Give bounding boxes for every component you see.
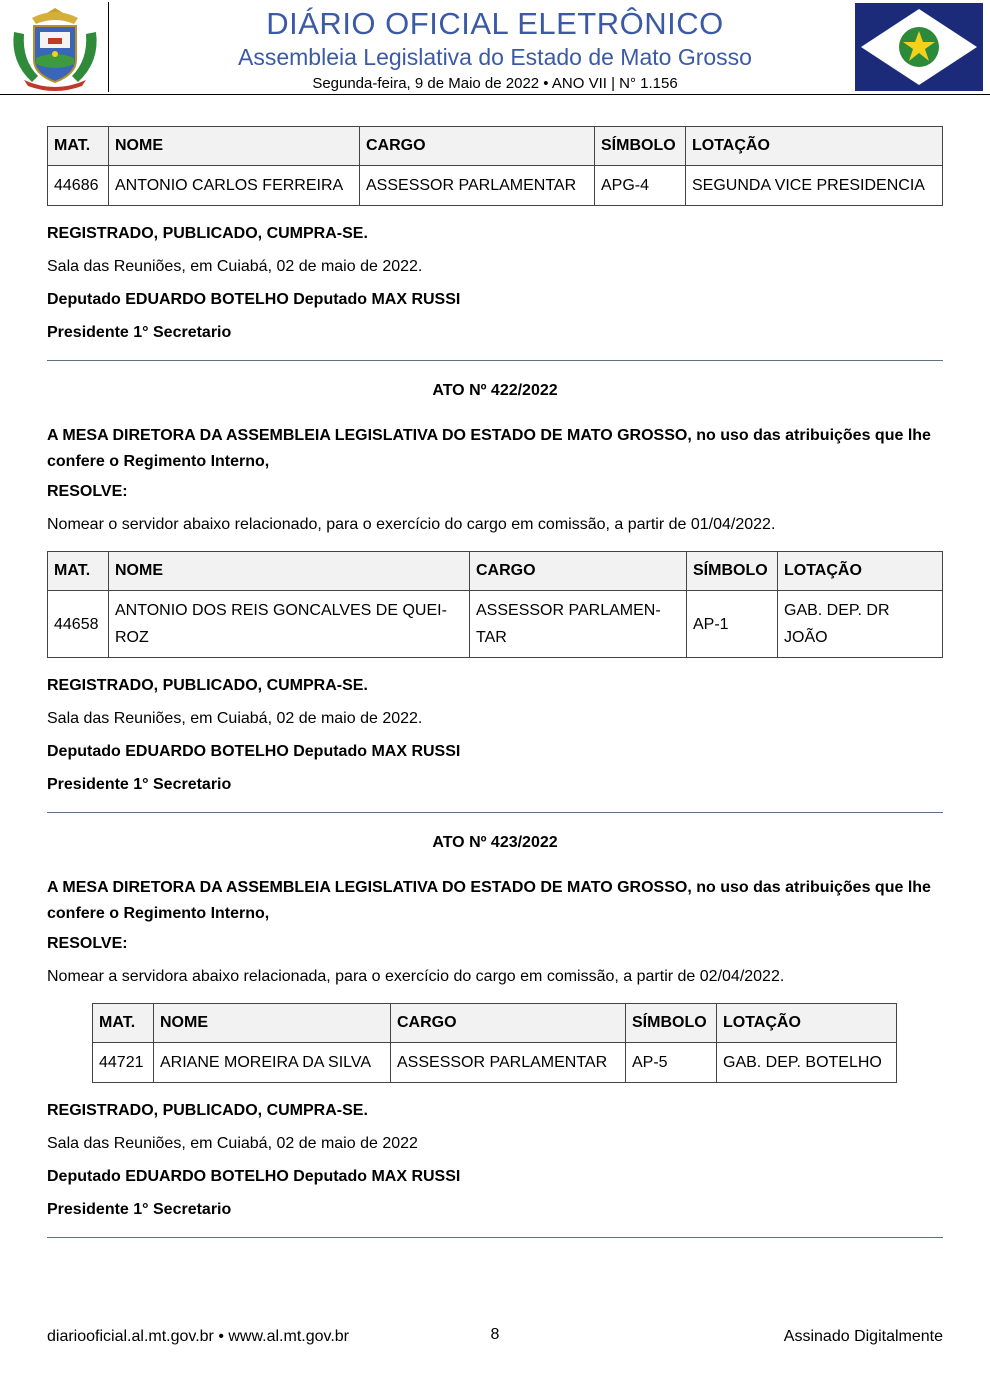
cell-cargo <box>470 591 687 658</box>
mato-grosso-flag-icon <box>855 3 983 91</box>
signatory-titles-line: Presidente 1° Secretario <box>47 1201 232 1218</box>
column-header-mat: MAT. <box>48 552 109 591</box>
registrado-line: REGISTRADO, PUBLICADO, CUMPRA-SE. <box>47 677 368 694</box>
signatories-line: Deputado EDUARDO BOTELHO Deputado MAX RUSSI <box>47 291 461 308</box>
column-header-simbolo: SÍMBOLO <box>626 1004 717 1043</box>
sala-line: Sala das Reuniões, em Cuiabá, 02 de maio de 2022. <box>47 710 423 727</box>
column-header-simbolo: SÍMBOLO <box>595 127 686 166</box>
cell-simbolo: APG-4 <box>595 166 686 206</box>
column-header-nome: NOME <box>109 127 360 166</box>
ato-text: Nomear o servidor abaixo relacionado, para o exercício do cargo em comissão, a partir de 01/04/2022. <box>47 516 776 533</box>
cell-cargo: ASSESSOR PARLAMENTAR <box>360 166 595 206</box>
cell-nome-line: ROZ <box>115 629 149 646</box>
resolve-line: RESOLVE: <box>47 483 128 500</box>
newspaper-subtitle: Assembleia Legislativa do Estado de Mato Grosso <box>238 44 752 70</box>
digital-signature-note: Assinado Digitalmente <box>783 1328 943 1345</box>
column-header-cargo: CARGO <box>470 552 687 591</box>
servant-table <box>92 1003 897 1083</box>
ato-preamble: A MESA DIRETORA DA ASSEMBLEIA LEGISLATIVA DO ESTADO DE MATO GROSSO, no uso das atribuições que lhe confere o Regimento Interno, <box>47 879 931 922</box>
column-header-mat: MAT. <box>93 1004 154 1043</box>
cell-lotacao: SEGUNDA VICE PRESIDENCIA <box>686 166 943 206</box>
column-header-nome: NOME <box>154 1004 391 1043</box>
table-row <box>93 1043 897 1083</box>
cell-cargo-line: ASSESSOR PARLAMEN- <box>476 602 661 619</box>
cell-simbolo: AP-1 <box>687 591 778 658</box>
section-divider <box>47 812 943 813</box>
cell-nome: ARIANE MOREIRA DA SILVA <box>154 1043 391 1083</box>
column-header-mat: MAT. <box>48 127 109 166</box>
table-header-row <box>48 552 943 591</box>
sala-line: Sala das Reuniões, em Cuiabá, 02 de maio de 2022. <box>47 258 423 275</box>
cell-mat: 44658 <box>48 591 109 658</box>
footer-website-links: diariooficial.al.mt.gov.br • www.al.mt.gov.br <box>47 1328 349 1345</box>
resolve-line: RESOLVE: <box>47 935 128 952</box>
sala-line: Sala das Reuniões, em Cuiabá, 02 de maio de 2022 <box>47 1135 418 1152</box>
page-content <box>47 126 943 1238</box>
column-header-lotacao: LOTAÇÃO <box>778 552 943 591</box>
cell-cargo: ASSESSOR PARLAMENTAR <box>391 1043 626 1083</box>
column-header-cargo: CARGO <box>360 127 595 166</box>
column-header-simbolo: SÍMBOLO <box>687 552 778 591</box>
ato-text: Nomear a servidora abaixo relacionada, para o exercício do cargo em comissão, a partir de 02/04/2022. <box>47 968 785 985</box>
signatories-line: Deputado EDUARDO BOTELHO Deputado MAX RUSSI <box>47 743 461 760</box>
ato-title: ATO Nº 422/2022 <box>432 382 558 399</box>
page-number: 8 <box>490 1326 500 1343</box>
registrado-line: REGISTRADO, PUBLICADO, CUMPRA-SE. <box>47 225 368 242</box>
section-divider <box>47 1237 943 1238</box>
section-divider <box>47 360 943 361</box>
cell-lotacao <box>778 591 943 658</box>
edition-date-line: Segunda-feira, 9 de Maio de 2022 • ANO VII | N° 1.156 <box>312 75 678 92</box>
servant-table <box>47 126 943 206</box>
table-header-row <box>48 127 943 166</box>
column-header-nome: NOME <box>109 552 470 591</box>
cell-simbolo: AP-5 <box>626 1043 717 1083</box>
cell-mat: 44721 <box>93 1043 154 1083</box>
column-header-cargo: CARGO <box>391 1004 626 1043</box>
newspaper-title: DIÁRIO OFICIAL ELETRÔNICO <box>266 6 724 41</box>
signatory-titles-line: Presidente 1° Secretario <box>47 324 232 341</box>
signatory-titles-line: Presidente 1° Secretario <box>47 776 232 793</box>
table-header-row <box>93 1004 897 1043</box>
cell-cargo-line: TAR <box>476 629 507 646</box>
cell-nome: ANTONIO CARLOS FERREIRA <box>109 166 360 206</box>
cell-lotacao: GAB. DEP. BOTELHO <box>717 1043 897 1083</box>
column-header-lotacao: LOTAÇÃO <box>686 127 943 166</box>
ato-title: ATO Nº 423/2022 <box>432 834 558 851</box>
cell-nome-line: ANTONIO DOS REIS GONCALVES DE QUEI- <box>115 602 447 619</box>
signatories-line: Deputado EDUARDO BOTELHO Deputado MAX RUSSI <box>47 1168 461 1185</box>
cell-lotacao-line: GAB. DEP. DR <box>784 602 890 619</box>
page-header <box>0 0 990 95</box>
servant-table <box>47 551 943 658</box>
ato-preamble: A MESA DIRETORA DA ASSEMBLEIA LEGISLATIVA DO ESTADO DE MATO GROSSO, no uso das atribuições que lhe confere o Regimento Interno, <box>47 427 931 470</box>
cell-nome <box>109 591 470 658</box>
header-divider <box>0 94 990 95</box>
table-row <box>48 591 943 658</box>
cell-lotacao-line: JOÃO <box>784 629 828 646</box>
cell-mat: 44686 <box>48 166 109 206</box>
registrado-line: REGISTRADO, PUBLICADO, CUMPRA-SE. <box>47 1102 368 1119</box>
table-row <box>48 166 943 206</box>
column-header-lotacao: LOTAÇÃO <box>717 1004 897 1043</box>
